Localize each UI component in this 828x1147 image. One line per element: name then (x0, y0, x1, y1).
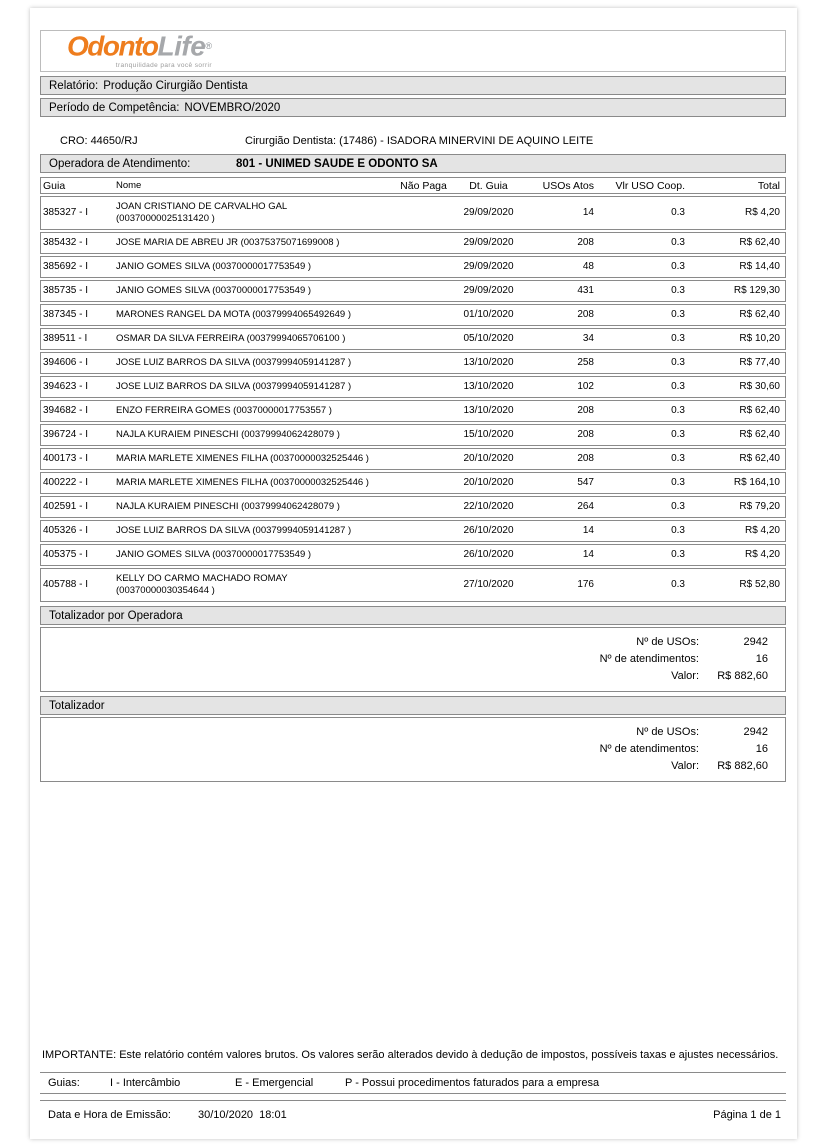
cell-guia: 387345 - I (43, 309, 89, 320)
operator-value: 801 - UNIMED SAUDE E ODONTO SA (236, 157, 438, 170)
cell-guia: 405326 - I (43, 525, 89, 536)
total-row (41, 670, 785, 683)
cell-total: R$ 4,20 (744, 549, 780, 560)
report-content (30, 8, 797, 1139)
cell-nome: ENZO FERREIRA GOMES (00370000017753557 ) (116, 405, 332, 416)
cell-nome: JOSE LUIZ BARROS DA SILVA (00379994059141287 ) (116, 357, 352, 368)
important-note: IMPORTANTE: Este relatório contém valores brutos. Os valores serão alterados devido à dedução de impostos, possíveis taxas e ajustes necessários. (42, 1049, 779, 1061)
cell-usos-atos: 264 (577, 501, 594, 512)
cell-guia: 394606 - I (43, 357, 89, 368)
cell-guia: 385735 - I (43, 285, 89, 296)
cell-total: R$ 52,80 (739, 579, 780, 590)
cell-vlr-uso-coop: 0.3 (671, 405, 685, 416)
page-number: Página 1 de 1 (713, 1109, 781, 1121)
total-label: Nº de USOs: (636, 636, 699, 648)
cell-guia: 396724 - I (43, 429, 89, 440)
cell-vlr-uso-coop: 0.3 (671, 381, 685, 392)
emission-label: Data e Hora de Emissão: (48, 1109, 171, 1121)
table-row (40, 400, 786, 422)
column-header-guia: Guia (43, 179, 66, 192)
total-label: Valor: (671, 760, 699, 772)
cell-dt-guia: 13/10/2020 (463, 357, 514, 368)
dentist-label: Cirurgião Dentista: (245, 135, 337, 147)
total-row (41, 760, 785, 773)
cell-nome: JOSE LUIZ BARROS DA SILVA (00379994059141287 ) (116, 381, 352, 392)
cell-vlr-uso-coop: 0.3 (671, 525, 685, 536)
cell-dt-guia: 26/10/2020 (463, 525, 514, 536)
cell-dt-guia: 26/10/2020 (463, 549, 514, 560)
cell-dt-guia: 29/09/2020 (463, 237, 514, 248)
guias-legend-row (40, 1072, 786, 1094)
table-row (40, 496, 786, 518)
table-header (40, 177, 786, 194)
cell-total: R$ 4,20 (744, 525, 780, 536)
cell-nome: JANIO GOMES SILVA (00370000017753549 ) (116, 549, 312, 560)
cell-nome: JOSE MARIA DE ABREU JR (00375375071699008 ) (116, 237, 340, 248)
dentist-info (245, 135, 593, 147)
cell-total: R$ 10,20 (739, 333, 780, 344)
cell-nome: JANIO GOMES SILVA (00370000017753549 ) (116, 261, 312, 272)
operator-totals-title-bar (40, 606, 786, 625)
cell-usos-atos: 34 (582, 333, 594, 344)
total-value: 16 (755, 653, 768, 665)
report-label: Relatório: (49, 79, 99, 92)
cell-usos-atos: 102 (577, 381, 594, 392)
report-footer (40, 1048, 786, 1125)
guide-table-body (40, 196, 786, 602)
report-value: Produção Cirurgião Dentista (103, 79, 248, 92)
legend-intercambio: I - Intercâmbio (110, 1077, 181, 1089)
cell-dt-guia: 13/10/2020 (463, 405, 514, 416)
table-row (40, 280, 786, 302)
table-row (40, 544, 786, 566)
column-header-vlr-uso-coop: Vlr USO Coop. (615, 179, 685, 192)
table-row (40, 328, 786, 350)
cell-total: R$ 4,20 (744, 207, 780, 218)
logo-wordmark (67, 30, 212, 64)
cell-total: R$ 30,60 (739, 381, 780, 392)
total-row (41, 653, 785, 666)
cell-usos-atos: 48 (582, 261, 594, 272)
cell-nome: MARIA MARLETE XIMENES FILHA (00370000032525446 ) (116, 477, 369, 488)
emission-value: 30/10/2020 18:01 (198, 1109, 287, 1121)
cell-vlr-uso-coop: 0.3 (671, 453, 685, 464)
cell-guia: 400222 - I (43, 477, 89, 488)
table-row (40, 352, 786, 374)
cell-usos-atos: 258 (577, 357, 594, 368)
report-title-bar (40, 76, 786, 95)
cell-dt-guia: 29/09/2020 (463, 207, 514, 218)
cell-vlr-uso-coop: 0.3 (671, 309, 685, 320)
table-row (40, 520, 786, 542)
cro-info (60, 135, 245, 147)
cell-usos-atos: 208 (577, 309, 594, 320)
general-totals-box (40, 717, 786, 782)
total-value: R$ 882,60 (717, 760, 768, 772)
cell-nome: NAJLA KURAIEM PINESCHI (00379994062428079 ) (116, 429, 340, 440)
cell-vlr-uso-coop: 0.3 (671, 207, 685, 218)
cell-usos-atos: 208 (577, 405, 594, 416)
emission-row (40, 1100, 786, 1125)
table-row (40, 448, 786, 470)
general-totals-title: Totalizador (49, 699, 105, 712)
operator-totals-title: Totalizador por Operadora (49, 609, 183, 622)
cell-dt-guia: 22/10/2020 (463, 501, 514, 512)
cell-vlr-uso-coop: 0.3 (671, 579, 685, 590)
cell-nome: JOSE LUIZ BARROS DA SILVA (00379994059141287 ) (116, 525, 352, 536)
report-page (30, 8, 797, 1139)
total-value: 16 (755, 743, 768, 755)
table-row (40, 256, 786, 278)
cell-total: R$ 62,40 (739, 309, 780, 320)
cell-usos-atos: 14 (582, 207, 594, 218)
cell-dt-guia: 20/10/2020 (463, 453, 514, 464)
cell-nome: NAJLA KURAIEM PINESCHI (00379994062428079 ) (116, 501, 340, 512)
odontolife-logo (67, 30, 212, 69)
registered-mark-icon: ® (205, 41, 212, 52)
total-value: 2942 (743, 636, 768, 648)
cell-dt-guia: 20/10/2020 (463, 477, 514, 488)
table-row (40, 304, 786, 326)
column-header-nao-paga: Não Paga (400, 179, 447, 192)
cell-guia: 405788 - I (43, 579, 89, 590)
cell-usos-atos: 431 (577, 285, 594, 296)
general-totals-title-bar (40, 696, 786, 715)
table-row (40, 472, 786, 494)
cell-vlr-uso-coop: 0.3 (671, 549, 685, 560)
cell-total: R$ 62,40 (739, 405, 780, 416)
total-value: R$ 882,60 (717, 670, 768, 682)
guias-legend-label: Guias: (48, 1077, 80, 1089)
cell-usos-atos: 208 (577, 429, 594, 440)
column-header-dt-guia: Dt. Guia (469, 179, 508, 192)
dentist-line (40, 135, 786, 147)
cell-vlr-uso-coop: 0.3 (671, 357, 685, 368)
cell-usos-atos: 14 (582, 549, 594, 560)
cell-total: R$ 62,40 (739, 453, 780, 464)
cell-usos-atos: 14 (582, 525, 594, 536)
cell-vlr-uso-coop: 0.3 (671, 477, 685, 488)
cell-guia: 385327 - I (43, 207, 89, 218)
cell-total: R$ 62,40 (739, 429, 780, 440)
cell-usos-atos: 208 (577, 237, 594, 248)
cell-dt-guia: 13/10/2020 (463, 381, 514, 392)
operator-bar (40, 154, 786, 173)
cell-guia: 394682 - I (43, 405, 89, 416)
cell-nome: MARIA MARLETE XIMENES FILHA (00370000032525446 ) (116, 453, 369, 464)
logo-life-text: Life (157, 30, 206, 62)
total-label: Valor: (671, 670, 699, 682)
cell-guia: 394623 - I (43, 381, 89, 392)
cell-guia: 400173 - I (43, 453, 89, 464)
cro-label: CRO: (60, 135, 88, 147)
logo-odonto-text: Odonto (67, 30, 158, 62)
cell-usos-atos: 547 (577, 477, 594, 488)
table-row (40, 196, 786, 230)
table-row (40, 376, 786, 398)
cell-usos-atos: 208 (577, 453, 594, 464)
total-row (41, 743, 785, 756)
cell-dt-guia: 29/09/2020 (463, 285, 514, 296)
cell-dt-guia: 27/10/2020 (463, 579, 514, 590)
total-value: 2942 (743, 726, 768, 738)
total-label: Nº de USOs: (636, 726, 699, 738)
cell-dt-guia: 29/09/2020 (463, 261, 514, 272)
cell-dt-guia: 01/10/2020 (463, 309, 514, 320)
cell-nome: JANIO GOMES SILVA (00370000017753549 ) (116, 285, 312, 296)
cell-guia: 385692 - I (43, 261, 89, 272)
cell-total: R$ 164,10 (733, 477, 780, 488)
table-row (40, 424, 786, 446)
cell-total: R$ 77,40 (739, 357, 780, 368)
cell-total: R$ 62,40 (739, 237, 780, 248)
operator-totals-box (40, 627, 786, 692)
table-row (40, 232, 786, 254)
operator-label: Operadora de Atendimento: (49, 157, 191, 170)
period-bar (40, 98, 786, 117)
cell-guia: 385432 - I (43, 237, 89, 248)
cell-dt-guia: 15/10/2020 (463, 429, 514, 440)
period-value: NOVEMBRO/2020 (184, 101, 281, 114)
cell-nome: KELLY DO CARMO MACHADO ROMAY (00370000030354644 ) (116, 573, 288, 596)
total-row (41, 636, 785, 649)
cell-nome: JOAN CRISTIANO DE CARVALHO GAL (00370000025131420 ) (116, 201, 288, 224)
cell-vlr-uso-coop: 0.3 (671, 501, 685, 512)
column-header-total: Total (757, 179, 780, 192)
cell-guia: 405375 - I (43, 549, 89, 560)
period-label: Período de Competência: (49, 101, 180, 114)
legend-procedimentos: P - Possui procedimentos faturados para a empresa (345, 1077, 600, 1089)
total-label: Nº de atendimentos: (599, 743, 699, 755)
logo-tagline: tranquilidade para você sorrir (115, 61, 212, 69)
cell-vlr-uso-coop: 0.3 (671, 237, 685, 248)
cell-total: R$ 14,40 (739, 261, 780, 272)
cell-vlr-uso-coop: 0.3 (671, 429, 685, 440)
cell-nome: OSMAR DA SILVA FERREIRA (00379994065706100 ) (116, 333, 346, 344)
cell-guia: 402591 - I (43, 501, 89, 512)
column-header-usos-atos: USOs Atos (542, 179, 594, 192)
cell-total: R$ 129,30 (733, 285, 780, 296)
cell-vlr-uso-coop: 0.3 (671, 333, 685, 344)
logo-box (40, 30, 786, 72)
cell-vlr-uso-coop: 0.3 (671, 261, 685, 272)
table-row (40, 568, 786, 602)
total-label: Nº de atendimentos: (599, 653, 699, 665)
cell-dt-guia: 05/10/2020 (463, 333, 514, 344)
dentist-value: (17486) - ISADORA MINERVINI DE AQUINO LEITE (339, 135, 594, 147)
column-header-nome: Nome (116, 180, 142, 191)
legend-emergencial: E - Emergencial (235, 1077, 314, 1089)
total-row (41, 726, 785, 739)
cell-total: R$ 79,20 (739, 501, 780, 512)
cell-usos-atos: 176 (577, 579, 594, 590)
cell-guia: 389511 - I (43, 333, 88, 344)
cro-value: 44650/RJ (90, 135, 138, 147)
cell-vlr-uso-coop: 0.3 (671, 285, 685, 296)
cell-nome: MARONES RANGEL DA MOTA (00379994065492649 ) (116, 309, 351, 320)
